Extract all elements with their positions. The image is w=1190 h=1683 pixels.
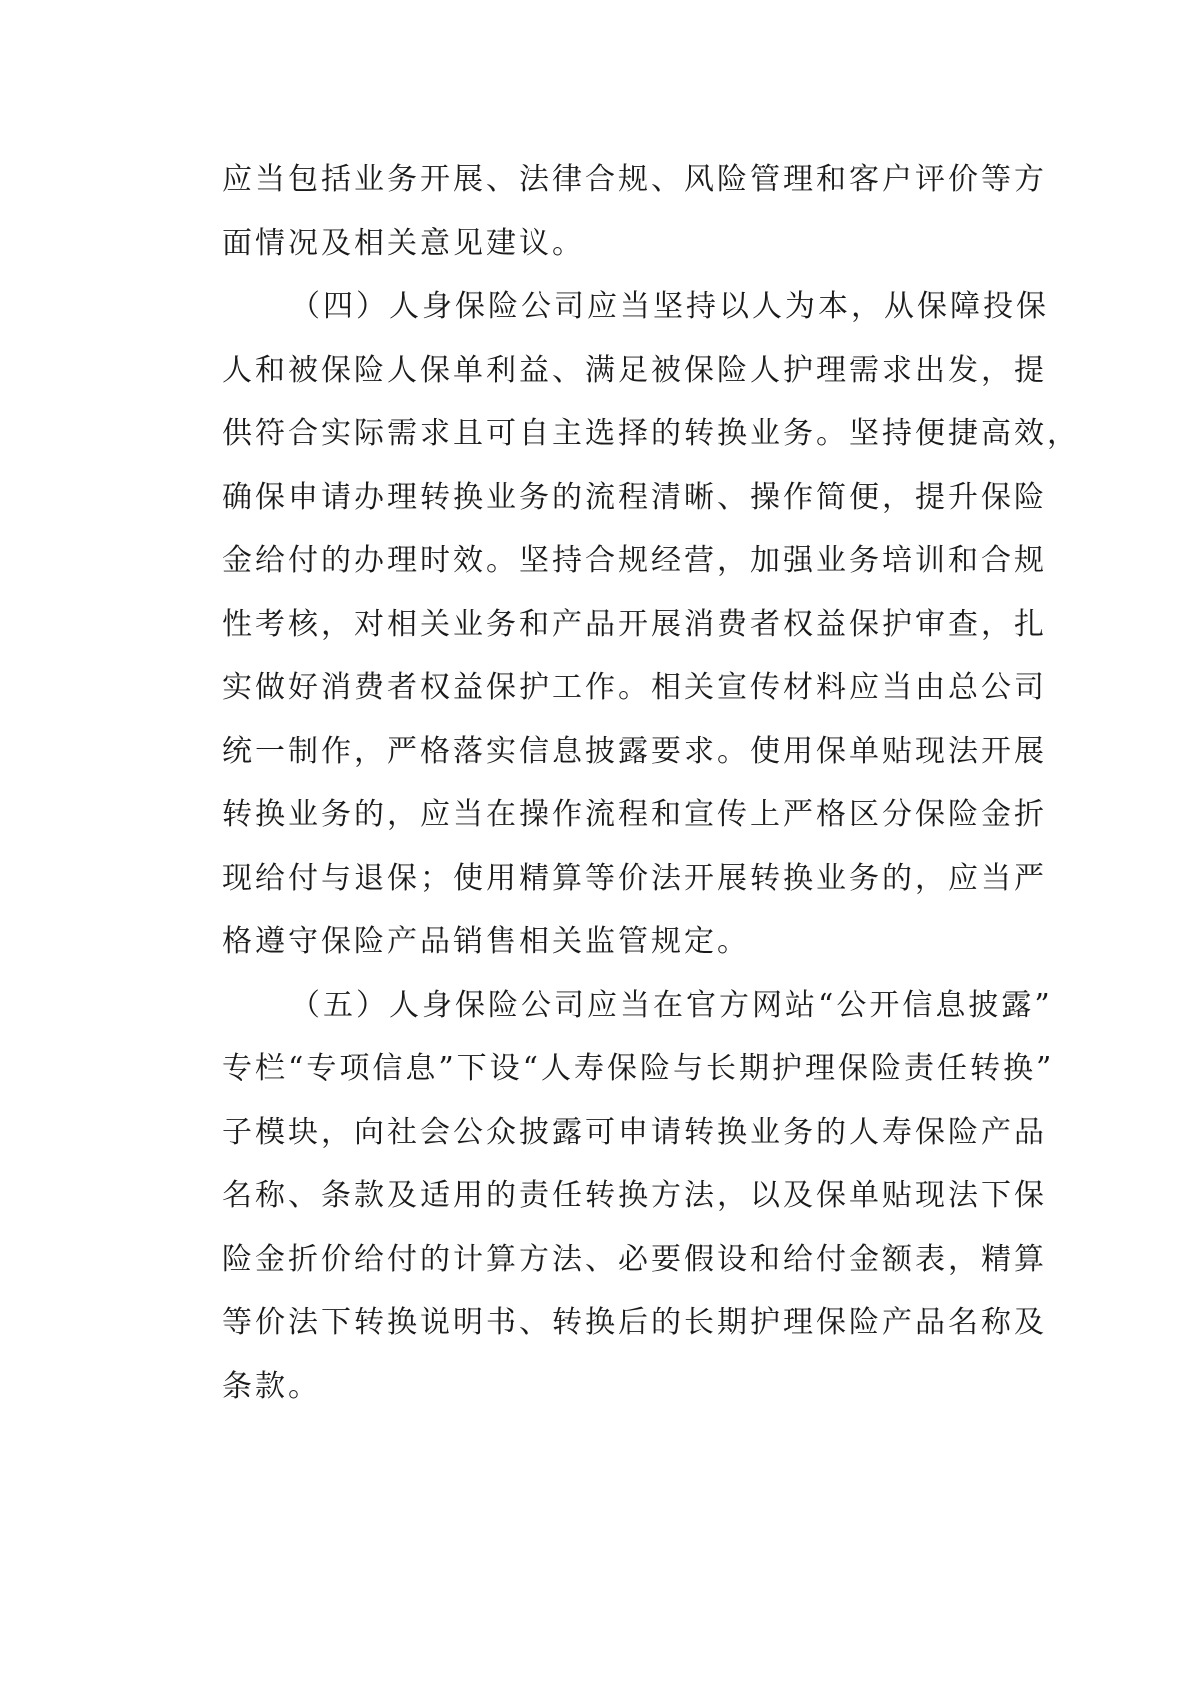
text-line: 子模块，向社会公众披露可申请转换业务的人寿保险产品: [222, 1114, 1047, 1150]
text-line: 现给付与退保；使用精算等价法开展转换业务的，应当严: [222, 860, 1047, 896]
text-line: 性考核，对相关业务和产品开展消费者权益保护审查，扎: [222, 606, 1047, 642]
text-line: 转换业务的，应当在操作流程和宣传上严格区分保险金折: [222, 797, 1047, 832]
text-line: 金给付的办理时效。坚持合规经营，加强业务培训和合规: [222, 543, 1047, 578]
paragraph-start-line: （四）人身保险公司应当坚持以人为本，从保障投保: [290, 289, 1049, 324]
text-line: 确保申请办理转换业务的流程清晰、操作简便，提升保险: [222, 479, 1047, 515]
text-line: 条款。: [222, 1368, 321, 1404]
text-line: 实做好消费者权益保护工作。相关宣传材料应当由总公司: [222, 670, 1047, 705]
text-line: 面情况及相关意见建议。: [222, 225, 585, 261]
text-line: 统一制作，严格落实信息披露要求。使用保单贴现法开展: [222, 733, 1047, 769]
text-line: 专栏“专项信息”下设“人寿保险与长期护理保险责任转换”: [222, 1051, 1055, 1086]
body-text: [222, 148, 1080, 1418]
text-line: 等价法下转换说明书、转换后的长期护理保险产品名称及: [222, 1305, 1047, 1340]
text-line: 险金折价给付的计算方法、必要假设和给付金额表，精算: [222, 1241, 1047, 1277]
paragraph-start-line: （五）人身保险公司应当在官方网站“公开信息披露”: [290, 987, 1053, 1023]
text-line: 名称、条款及适用的责任转换方法，以及保单贴现法下保: [222, 1178, 1047, 1213]
text-line: 人和被保险人保单利益、满足被保险人护理需求出发，提: [222, 352, 1047, 388]
text-line: 格遵守保险产品销售相关监管规定。: [222, 924, 750, 959]
text-line: 供符合实际需求且可自主选择的转换业务。坚持便捷高效，: [222, 416, 1080, 451]
text-line: 应当包括业务开展、法律合规、风险管理和客户评价等方: [222, 162, 1047, 197]
